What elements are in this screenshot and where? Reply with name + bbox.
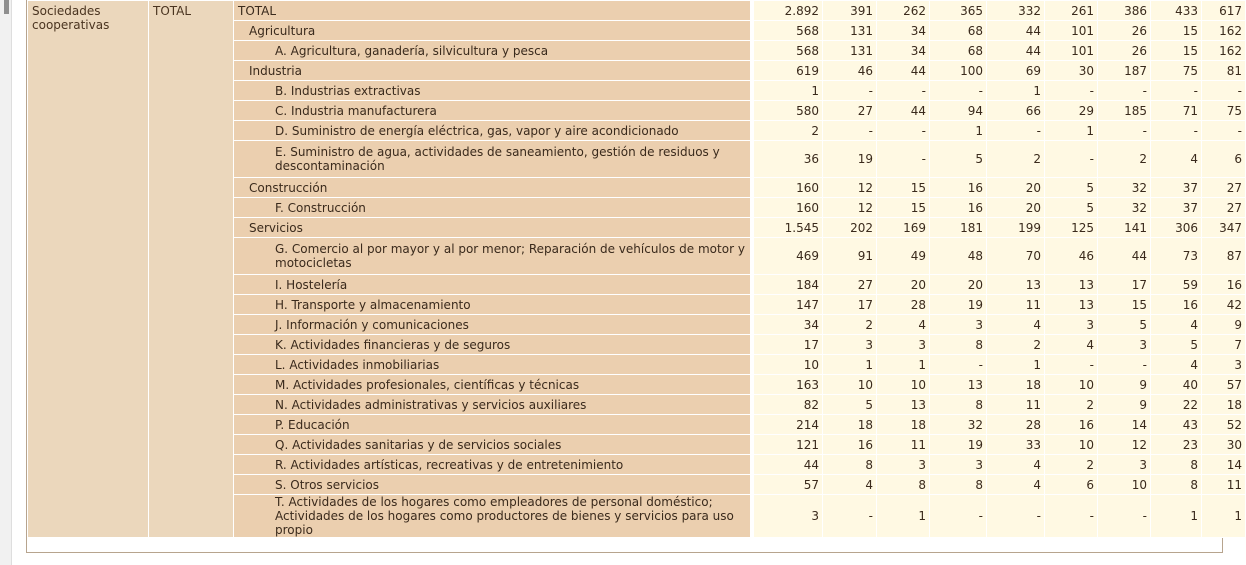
value-cell: 26 [1098, 41, 1151, 61]
value-cell: 1 [987, 81, 1045, 101]
value-cell: 20 [930, 275, 987, 295]
value-cell: - [877, 121, 930, 141]
value-cell: 125 [1045, 218, 1098, 238]
vertical-scrollbar[interactable] [0, 0, 12, 565]
value-cell: 15 [877, 198, 930, 218]
value-cell: 1 [752, 81, 823, 101]
value-cell: 23 [1151, 435, 1202, 455]
value-cell: 5 [823, 395, 877, 415]
value-cell: 6 [1202, 141, 1246, 178]
value-cell: - [930, 355, 987, 375]
value-cell: - [823, 495, 877, 538]
value-cell: 46 [1045, 238, 1098, 275]
value-cell: 11 [1202, 475, 1246, 495]
value-cell: 27 [1202, 198, 1246, 218]
value-cell: - [1151, 81, 1202, 101]
value-cell: 68 [930, 41, 987, 61]
value-cell: 15 [1098, 295, 1151, 315]
row-label: G. Comercio al por mayor y al por menor; Reparación de vehículos de motor y motocicletas [234, 238, 752, 275]
value-cell: 1.545 [752, 218, 823, 238]
value-cell: 3 [930, 455, 987, 475]
value-cell: 34 [877, 21, 930, 41]
value-cell: 4 [987, 315, 1045, 335]
value-cell: 70 [987, 238, 1045, 275]
value-cell: 71 [1151, 101, 1202, 121]
value-cell: 5 [1045, 178, 1098, 198]
value-cell: 4 [877, 315, 930, 335]
value-cell: 3 [1202, 355, 1246, 375]
value-cell: 1 [1045, 121, 1098, 141]
value-cell: 16 [1045, 415, 1098, 435]
value-cell: 44 [987, 41, 1045, 61]
value-cell: 36 [752, 141, 823, 178]
value-cell: 43 [1151, 415, 1202, 435]
row-label: R. Actividades artísticas, recreativas y de entretenimiento [234, 455, 752, 475]
value-cell: 82 [752, 395, 823, 415]
value-cell: 7 [1202, 335, 1246, 355]
value-cell: 262 [877, 1, 930, 21]
value-cell: 1 [987, 355, 1045, 375]
value-cell: 29 [1045, 101, 1098, 121]
value-cell: 20 [987, 178, 1045, 198]
value-cell: 332 [987, 1, 1045, 21]
value-cell: 131 [823, 21, 877, 41]
value-cell: 12 [823, 198, 877, 218]
value-cell: 9 [1202, 315, 1246, 335]
value-cell: 18 [877, 415, 930, 435]
value-cell: 580 [752, 101, 823, 121]
row-label: L. Actividades inmobiliarias [234, 355, 752, 375]
value-cell: 2 [752, 121, 823, 141]
value-cell: 10 [1098, 475, 1151, 495]
value-cell: 2 [1045, 395, 1098, 415]
value-cell: 37 [1151, 178, 1202, 198]
value-cell: - [1045, 81, 1098, 101]
value-cell: 3 [1098, 455, 1151, 475]
value-cell: 27 [1202, 178, 1246, 198]
value-cell: 184 [752, 275, 823, 295]
table-body [28, 1, 1246, 538]
value-cell: - [1098, 81, 1151, 101]
value-cell: 5 [1098, 315, 1151, 335]
table-row [28, 1, 1246, 21]
row-label: N. Actividades administrativas y servicios auxiliares [234, 395, 752, 415]
value-cell: 2 [987, 335, 1045, 355]
value-cell: 27 [823, 275, 877, 295]
value-cell: 6 [1045, 475, 1098, 495]
value-cell: 17 [823, 295, 877, 315]
value-cell: 1 [930, 121, 987, 141]
value-cell: 48 [930, 238, 987, 275]
row-label: A. Agricultura, ganadería, silvicultura y pesca [234, 41, 752, 61]
row-label: Servicios [234, 218, 752, 238]
value-cell: 469 [752, 238, 823, 275]
value-cell: - [1202, 121, 1246, 141]
value-cell: 44 [877, 61, 930, 81]
value-cell: 4 [1151, 315, 1202, 335]
value-cell: 44 [987, 21, 1045, 41]
value-cell: 16 [930, 198, 987, 218]
value-cell: 8 [930, 475, 987, 495]
row-label: T. Actividades de los hogares como empleadores de personal doméstico; Actividades de los hogares como productores de bienes y servicios para uso propio [234, 495, 752, 538]
value-cell: 15 [877, 178, 930, 198]
value-cell: 619 [752, 61, 823, 81]
row-label: P. Educación [234, 415, 752, 435]
value-cell: 52 [1202, 415, 1246, 435]
row-label: J. Información y comunicaciones [234, 315, 752, 335]
value-cell: 22 [1151, 395, 1202, 415]
value-cell: - [823, 121, 877, 141]
value-cell: 3 [877, 335, 930, 355]
value-cell: 17 [1098, 275, 1151, 295]
value-cell: 347 [1202, 218, 1246, 238]
value-cell: 2 [1098, 141, 1151, 178]
value-cell: 59 [1151, 275, 1202, 295]
value-cell: 100 [930, 61, 987, 81]
value-cell: 73 [1151, 238, 1202, 275]
value-cell: - [1045, 141, 1098, 178]
value-cell: 10 [1045, 435, 1098, 455]
value-cell: 13 [987, 275, 1045, 295]
value-cell: - [877, 81, 930, 101]
value-cell: - [987, 495, 1045, 538]
value-cell: 4 [987, 455, 1045, 475]
value-cell: 1 [1202, 495, 1246, 538]
value-cell: 185 [1098, 101, 1151, 121]
value-cell: 18 [823, 415, 877, 435]
value-cell: 75 [1151, 61, 1202, 81]
value-cell: 5 [930, 141, 987, 178]
value-cell: 12 [1098, 435, 1151, 455]
value-cell: 3 [752, 495, 823, 538]
value-cell: 160 [752, 178, 823, 198]
value-cell: - [1098, 355, 1151, 375]
value-cell: 94 [930, 101, 987, 121]
value-cell: 2 [987, 141, 1045, 178]
row-label: Agricultura [234, 21, 752, 41]
value-cell: 37 [1151, 198, 1202, 218]
value-cell: 68 [930, 21, 987, 41]
value-cell: 306 [1151, 218, 1202, 238]
group-label-cell: Sociedades cooperativas [28, 1, 149, 538]
value-cell: 8 [823, 455, 877, 475]
value-cell: - [1202, 81, 1246, 101]
row-label: Industria [234, 61, 752, 81]
value-cell: 1 [877, 355, 930, 375]
value-cell: 57 [752, 475, 823, 495]
value-cell: 11 [987, 295, 1045, 315]
value-cell: 44 [1098, 238, 1151, 275]
subgroup-label-cell: TOTAL [149, 1, 234, 538]
value-cell: - [930, 81, 987, 101]
value-cell: 101 [1045, 21, 1098, 41]
value-cell: 147 [752, 295, 823, 315]
value-cell: 14 [1098, 415, 1151, 435]
value-cell: 26 [1098, 21, 1151, 41]
row-label: I. Hostelería [234, 275, 752, 295]
value-cell: 13 [1045, 275, 1098, 295]
value-cell: 433 [1151, 1, 1202, 21]
row-label: C. Industria manufacturera [234, 101, 752, 121]
value-cell: 19 [930, 295, 987, 315]
row-label: E. Suministro de agua, actividades de saneamiento, gestión de residuos y descontaminación [234, 141, 752, 178]
value-cell: - [1045, 355, 1098, 375]
value-cell: 2 [1045, 455, 1098, 475]
value-cell: 568 [752, 41, 823, 61]
value-cell: 169 [877, 218, 930, 238]
value-cell: 4 [823, 475, 877, 495]
value-cell: 5 [1045, 198, 1098, 218]
value-cell: 16 [823, 435, 877, 455]
value-cell: - [823, 81, 877, 101]
value-cell: 8 [930, 395, 987, 415]
value-cell: 13 [930, 375, 987, 395]
value-cell: 16 [1151, 295, 1202, 315]
value-cell: - [1098, 121, 1151, 141]
value-cell: 4 [1045, 335, 1098, 355]
value-cell: - [1098, 495, 1151, 538]
value-cell: 44 [752, 455, 823, 475]
value-cell: 568 [752, 21, 823, 41]
value-cell: 121 [752, 435, 823, 455]
value-cell: - [930, 495, 987, 538]
value-cell: 66 [987, 101, 1045, 121]
scrollbar-thumb[interactable] [4, 0, 9, 14]
value-cell: 3 [1098, 335, 1151, 355]
row-label: M. Actividades profesionales, científicas y técnicas [234, 375, 752, 395]
value-cell: 10 [823, 375, 877, 395]
value-cell: 214 [752, 415, 823, 435]
value-cell: 13 [1045, 295, 1098, 315]
data-table-container [26, 0, 1242, 553]
value-cell: 13 [877, 395, 930, 415]
value-cell: 617 [1202, 1, 1246, 21]
value-cell: 386 [1098, 1, 1151, 21]
value-cell: 10 [877, 375, 930, 395]
value-cell: 141 [1098, 218, 1151, 238]
value-cell: 181 [930, 218, 987, 238]
value-cell: 8 [877, 475, 930, 495]
value-cell: 199 [987, 218, 1045, 238]
value-cell: 162 [1202, 21, 1246, 41]
value-cell: 30 [1045, 61, 1098, 81]
row-label: Construcción [234, 178, 752, 198]
value-cell: 8 [1151, 475, 1202, 495]
value-cell: - [1151, 121, 1202, 141]
value-cell: 91 [823, 238, 877, 275]
value-cell: 87 [1202, 238, 1246, 275]
value-cell: 16 [930, 178, 987, 198]
value-cell: 2 [823, 315, 877, 335]
value-cell: 391 [823, 1, 877, 21]
value-cell: 1 [823, 355, 877, 375]
value-cell: 18 [987, 375, 1045, 395]
row-label: D. Suministro de energía eléctrica, gas, vapor y aire acondicionado [234, 121, 752, 141]
value-cell: 365 [930, 1, 987, 21]
row-label: TOTAL [234, 1, 752, 21]
value-cell: 75 [1202, 101, 1246, 121]
value-cell: 3 [930, 315, 987, 335]
value-cell: 44 [877, 101, 930, 121]
value-cell: 9 [1098, 395, 1151, 415]
value-cell: 28 [877, 295, 930, 315]
value-cell: 12 [823, 178, 877, 198]
value-cell: 162 [1202, 41, 1246, 61]
value-cell: 163 [752, 375, 823, 395]
value-cell: 27 [823, 101, 877, 121]
value-cell: 33 [987, 435, 1045, 455]
row-label: K. Actividades financieras y de seguros [234, 335, 752, 355]
value-cell: 11 [877, 435, 930, 455]
value-cell: 10 [752, 355, 823, 375]
value-cell: 15 [1151, 21, 1202, 41]
value-cell: 4 [1151, 141, 1202, 178]
value-cell: 32 [1098, 198, 1151, 218]
value-cell: 32 [1098, 178, 1151, 198]
value-cell: 57 [1202, 375, 1246, 395]
value-cell: - [1045, 495, 1098, 538]
value-cell: 202 [823, 218, 877, 238]
value-cell: 101 [1045, 41, 1098, 61]
value-cell: 14 [1202, 455, 1246, 475]
value-cell: 131 [823, 41, 877, 61]
value-cell: 81 [1202, 61, 1246, 81]
row-label: H. Transporte y almacenamiento [234, 295, 752, 315]
row-label: B. Industrias extractivas [234, 81, 752, 101]
value-cell: 16 [1202, 275, 1246, 295]
value-cell: 10 [1045, 375, 1098, 395]
value-cell: 4 [987, 475, 1045, 495]
value-cell: 18 [1202, 395, 1246, 415]
value-cell: 11 [987, 395, 1045, 415]
value-cell: 1 [877, 495, 930, 538]
value-cell: 15 [1151, 41, 1202, 61]
value-cell: 261 [1045, 1, 1098, 21]
value-cell: 69 [987, 61, 1045, 81]
value-cell: 8 [930, 335, 987, 355]
row-label: F. Construcción [234, 198, 752, 218]
value-cell: 42 [1202, 295, 1246, 315]
value-cell: 30 [1202, 435, 1246, 455]
value-cell: 34 [877, 41, 930, 61]
value-cell: - [987, 121, 1045, 141]
value-cell: 17 [752, 335, 823, 355]
value-cell: 20 [987, 198, 1045, 218]
value-cell: 4 [1151, 355, 1202, 375]
value-cell: 20 [877, 275, 930, 295]
value-cell: 32 [930, 415, 987, 435]
value-cell: 187 [1098, 61, 1151, 81]
value-cell: 3 [1045, 315, 1098, 335]
value-cell: 28 [987, 415, 1045, 435]
value-cell: 2.892 [752, 1, 823, 21]
value-cell: 34 [752, 315, 823, 335]
value-cell: 19 [823, 141, 877, 178]
value-cell: 46 [823, 61, 877, 81]
value-cell: 3 [823, 335, 877, 355]
data-table [27, 0, 1246, 538]
value-cell: 5 [1151, 335, 1202, 355]
value-cell: 9 [1098, 375, 1151, 395]
value-cell: 160 [752, 198, 823, 218]
value-cell: 1 [1151, 495, 1202, 538]
value-cell: 19 [930, 435, 987, 455]
value-cell: 8 [1151, 455, 1202, 475]
value-cell: 49 [877, 238, 930, 275]
value-cell: 40 [1151, 375, 1202, 395]
row-label: S. Otros servicios [234, 475, 752, 495]
value-cell: 3 [877, 455, 930, 475]
row-label: Q. Actividades sanitarias y de servicios sociales [234, 435, 752, 455]
value-cell: - [877, 141, 930, 178]
